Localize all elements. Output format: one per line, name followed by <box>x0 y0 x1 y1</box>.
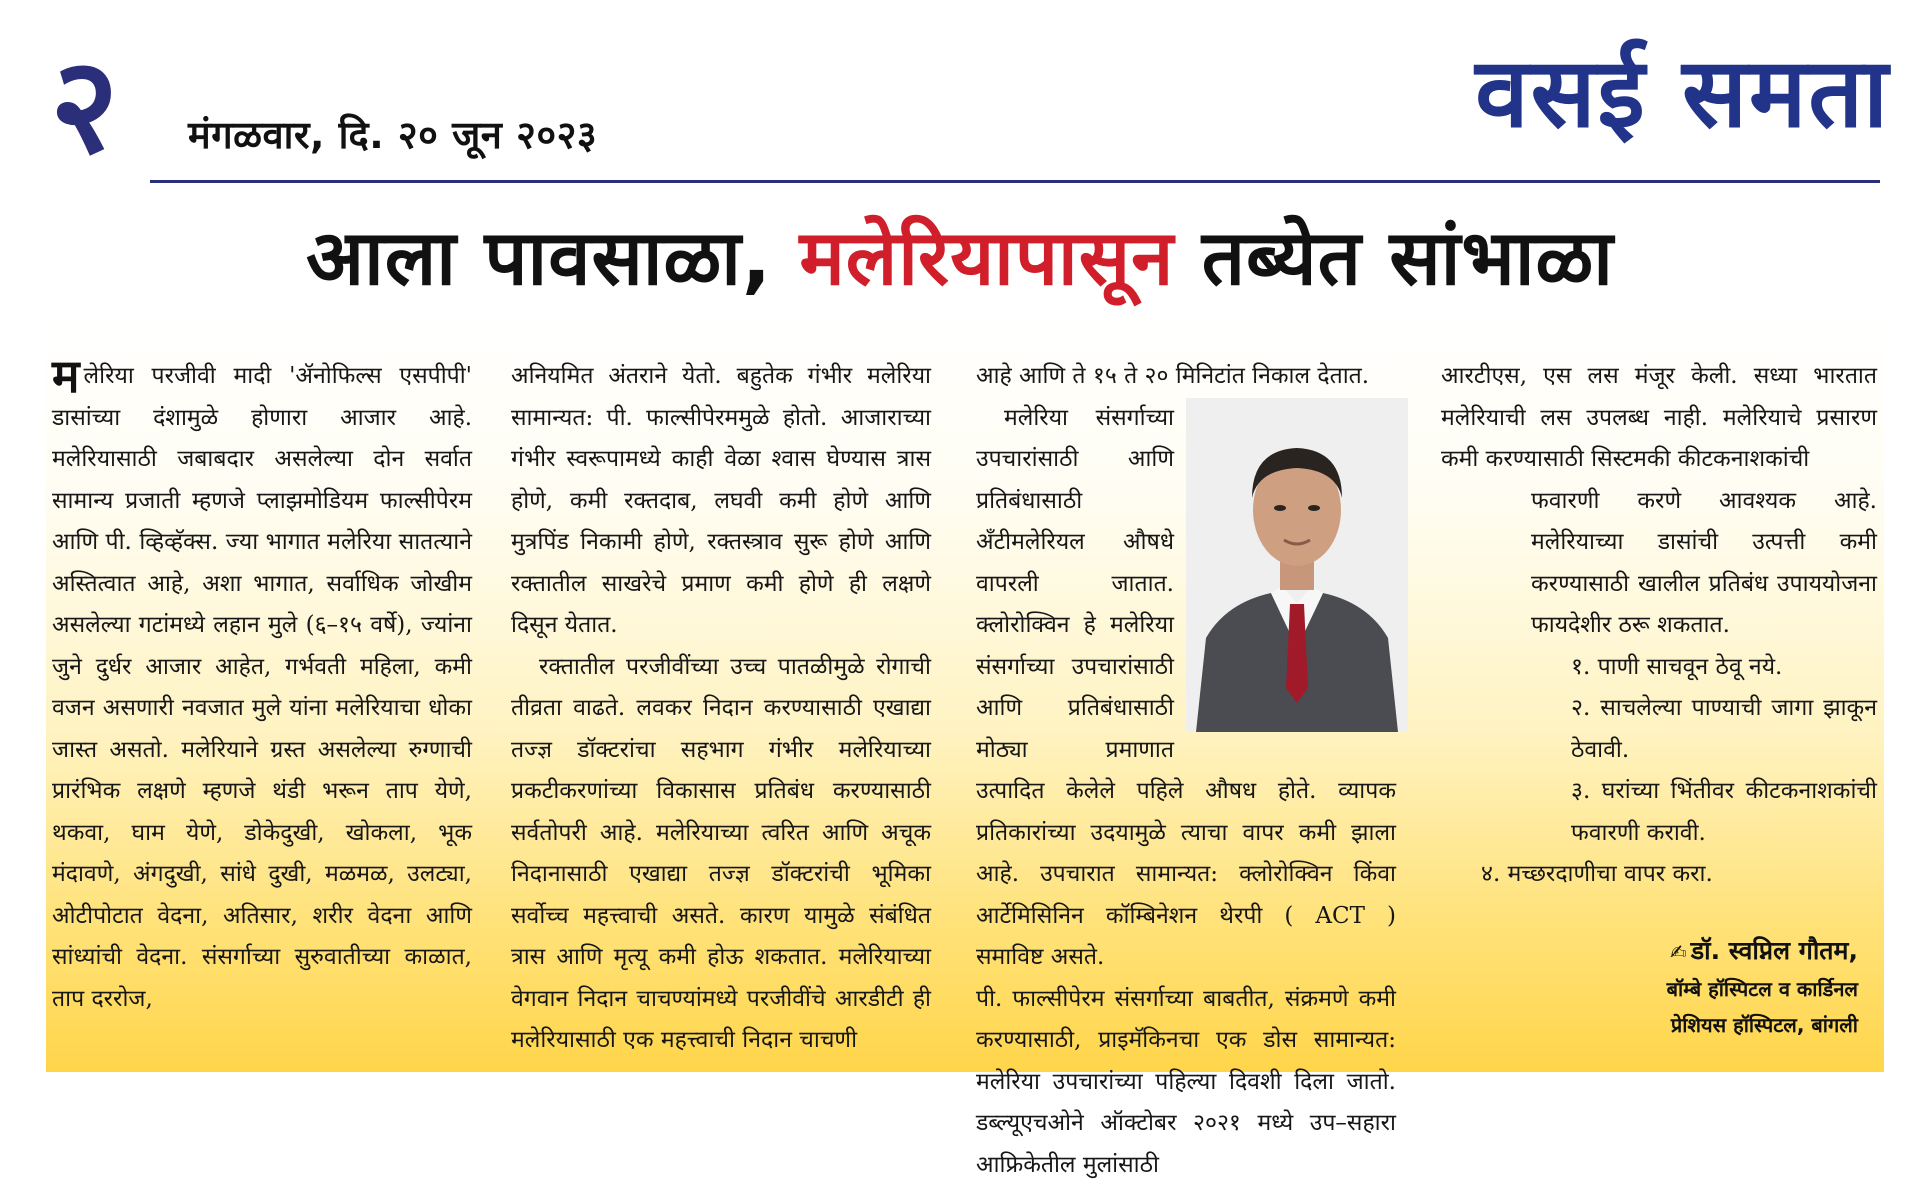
headline-accent: मलेरियापासून <box>799 213 1174 302</box>
article-headline <box>0 218 1920 298</box>
column-3-paragraph-3: पी. फाल्सीपेरम संसर्गाच्या बाबतीत, संक्रमणे कमी करण्यासाठी, प्राइमॅकिनचा एक डोस सामान्यत: मलेरिया उपचारांच्या पहिल्या दिवशी दिला जातो. डब्ल्यूएचओने ऑक्टोबर २०२१ मध्ये उप–सहारा आफ्रिकेतील मुलांसाठी <box>976 979 1396 1186</box>
column-3-paragraph-1: आहे आणि ते १५ ते २० मिनिटांत निकाल देतात. <box>976 356 1396 398</box>
prevention-list-item: १. पाणी साचवून ठेवू नये. <box>1531 647 1877 689</box>
prevention-list-item: ४. मच्छरदाणीचा वापर करा. <box>1441 854 1877 896</box>
headline-part3: तब्येत सांभाळा <box>1174 213 1614 302</box>
headline-part1: आला पावसाळा, <box>306 213 799 302</box>
column-4-indented-block <box>1531 481 1877 855</box>
issue-date: मंगळवार, दि. २० जून २०२३ <box>188 108 597 160</box>
article-column-1 <box>52 356 472 1020</box>
author-affiliation-1: बॉम्बे हॉस्पिटल व कार्डिनल <box>1667 971 1858 1007</box>
column-2-paragraph-1: अनियमित अंतराने येतो. बहुतेक गंभीर मलेरिया सामान्यत: पी. फाल्सीपेरममुळे होतो. आजाराच्या गंभीर स्वरूपामध्ये काही वेळा श्वास घेण्यास त्रास होणे, कमी रक्तदाब, लघवी कमी होणे आणि मुत्रपिंड निकामी होणे, रक्तस्त्राव सुरू होणे आणि रक्तातील साखरेचे प्रमाण कमी होणे ही लक्षणे दिसून येतात. <box>511 356 931 647</box>
author-name: डॉ. स्वप्निल गौतम, <box>1691 936 1858 965</box>
column-3-paragraph-2-text: मलेरिया संसर्गाच्या उपचारांसाठी आणि प्रतिबंधासाठी ॲंटीमलेरियल औषधे वापरली जातात. क्लोरोक्विन हे मलेरिया संसर्गाच्या उपचारांसाठी आणि प्रतिबंधासाठी मोठ्या प्रमाणात उत्पादित केलेले पहिले औषध होते. व्यापक प्रतिकारांच्या उदयामुळे त्याचा वापर कमी झाला आहे. उपचारात सामान्यत: क्लोरोक्विन किंवा आर्टेमिसिनिन कॉम्बिनेशन थेरपी ( ACT ) समाविष्ट असते. <box>976 405 1396 971</box>
page-number: २ <box>50 40 119 172</box>
article-column-2 <box>511 356 931 1062</box>
article-column-4 <box>1441 356 1877 896</box>
column-1-text: लेरिया परजीवी मादी 'ॲनोफिल्स एसपीपी' डासांच्या दंशामुळे होणारा आजार आहे. मलेरियासाठी जबाबदार असलेल्या दोन सर्वात सामान्य प्रजाती म्हणजे प्लाझमोडियम फाल्सीपेरम आणि पी. व्हिव्हॅक्स. ज्या भागात मलेरिया सातत्याने अस्तित्वात आहे, अशा भागात, सर्वाधिक जोखीम असलेल्या गटांमध्ये लहान मुले (६–१५ वर्षे), ज्यांना जुने दुर्धर आजार आहेत, गर्भवती महिला, कमी वजन असणारी नवजात मुले यांना मलेरियाचा धोका जास्त असतो. मलेरियाने ग्रस्त असलेल्या रुग्णाची प्रारंभिक लक्षणे म्हणजे थंडी भरून ताप येणे, थकवा, घाम येणे, डोकेदुखी, खोकला, भूक मंदावणे, अंगदुखी, सांधे दुखी, मळमळ, उलट्या, ओटीपोटात वेदना, अतिसार, शरीर वेदना आणि सांध्यांची वेदना. संसर्गाच्या सुरुवातीच्या काळात, ताप दररोज, <box>52 363 472 1012</box>
column-4-paragraph-1: आरटीएस, एस लस मंजूर केली. सध्या भारतात मलेरियाची लस उपलब्ध नाही. मलेरियाचे प्रसारण कमी करण्यासाठी सिस्टमकी कीटकनाशकांची <box>1441 356 1877 481</box>
newspaper-masthead: वसई समता <box>1475 45 1890 141</box>
header-rule <box>150 180 1880 183</box>
author-byline <box>1667 932 1858 1043</box>
drop-cap: म <box>52 358 80 394</box>
author-affiliation-2: प्रेशियस हॉस्पिटल, बांगली <box>1667 1007 1858 1043</box>
author-portrait-image <box>1186 398 1408 732</box>
column-2-paragraph-2: रक्तातील परजीवींच्या उच्च पातळीमुळे रोगाची तीव्रता वाढते. लवकर निदान करण्यासाठी एखाद्या तज्ज्ञ डॉक्टरांचा सहभाग गंभीर मलेरियाच्या प्रकटीकरणांच्या विकासास प्रतिबंध करण्यासाठी सर्वतोपरी आहे. मलेरियाच्या त्वरित आणि अचूक निदानासाठी एखाद्या तज्ज्ञ डॉक्टरांची भूमिका सर्वोच्च महत्त्वाची असते. कारण यामुळे संबंधित त्रास आणि मृत्यू कमी होऊ शकतात. मलेरियाच्या वेगवान निदान चाचण्यांमध्ये परजीवींचे आरडीटी ही मलेरियासाठी एक महत्त्वाची निदान चाचणी <box>511 647 931 1062</box>
author-photo <box>1186 398 1408 732</box>
article-body <box>46 312 1884 1072</box>
author-name-line <box>1667 932 1858 971</box>
column-4-paragraph-2: फवारणी करणे आवश्यक आहे. मलेरियाच्या डासांची उत्पत्ती कमी करण्यासाठी खालील प्रतिबंध उपाययोजना फायदेशीर ठरू शकतात. <box>1531 481 1877 647</box>
prevention-list-item: ३. घरांच्या भिंतीवर कीटकनाशकांची फवारणी करावी. <box>1531 771 1877 854</box>
pen-icon: ✍ <box>1670 940 1687 964</box>
column-3-paragraph-2 <box>976 398 1396 979</box>
article-column-3 <box>976 356 1396 1186</box>
prevention-list-item: २. साचलेल्या पाण्याची जागा झाकून ठेवावी. <box>1531 688 1877 771</box>
